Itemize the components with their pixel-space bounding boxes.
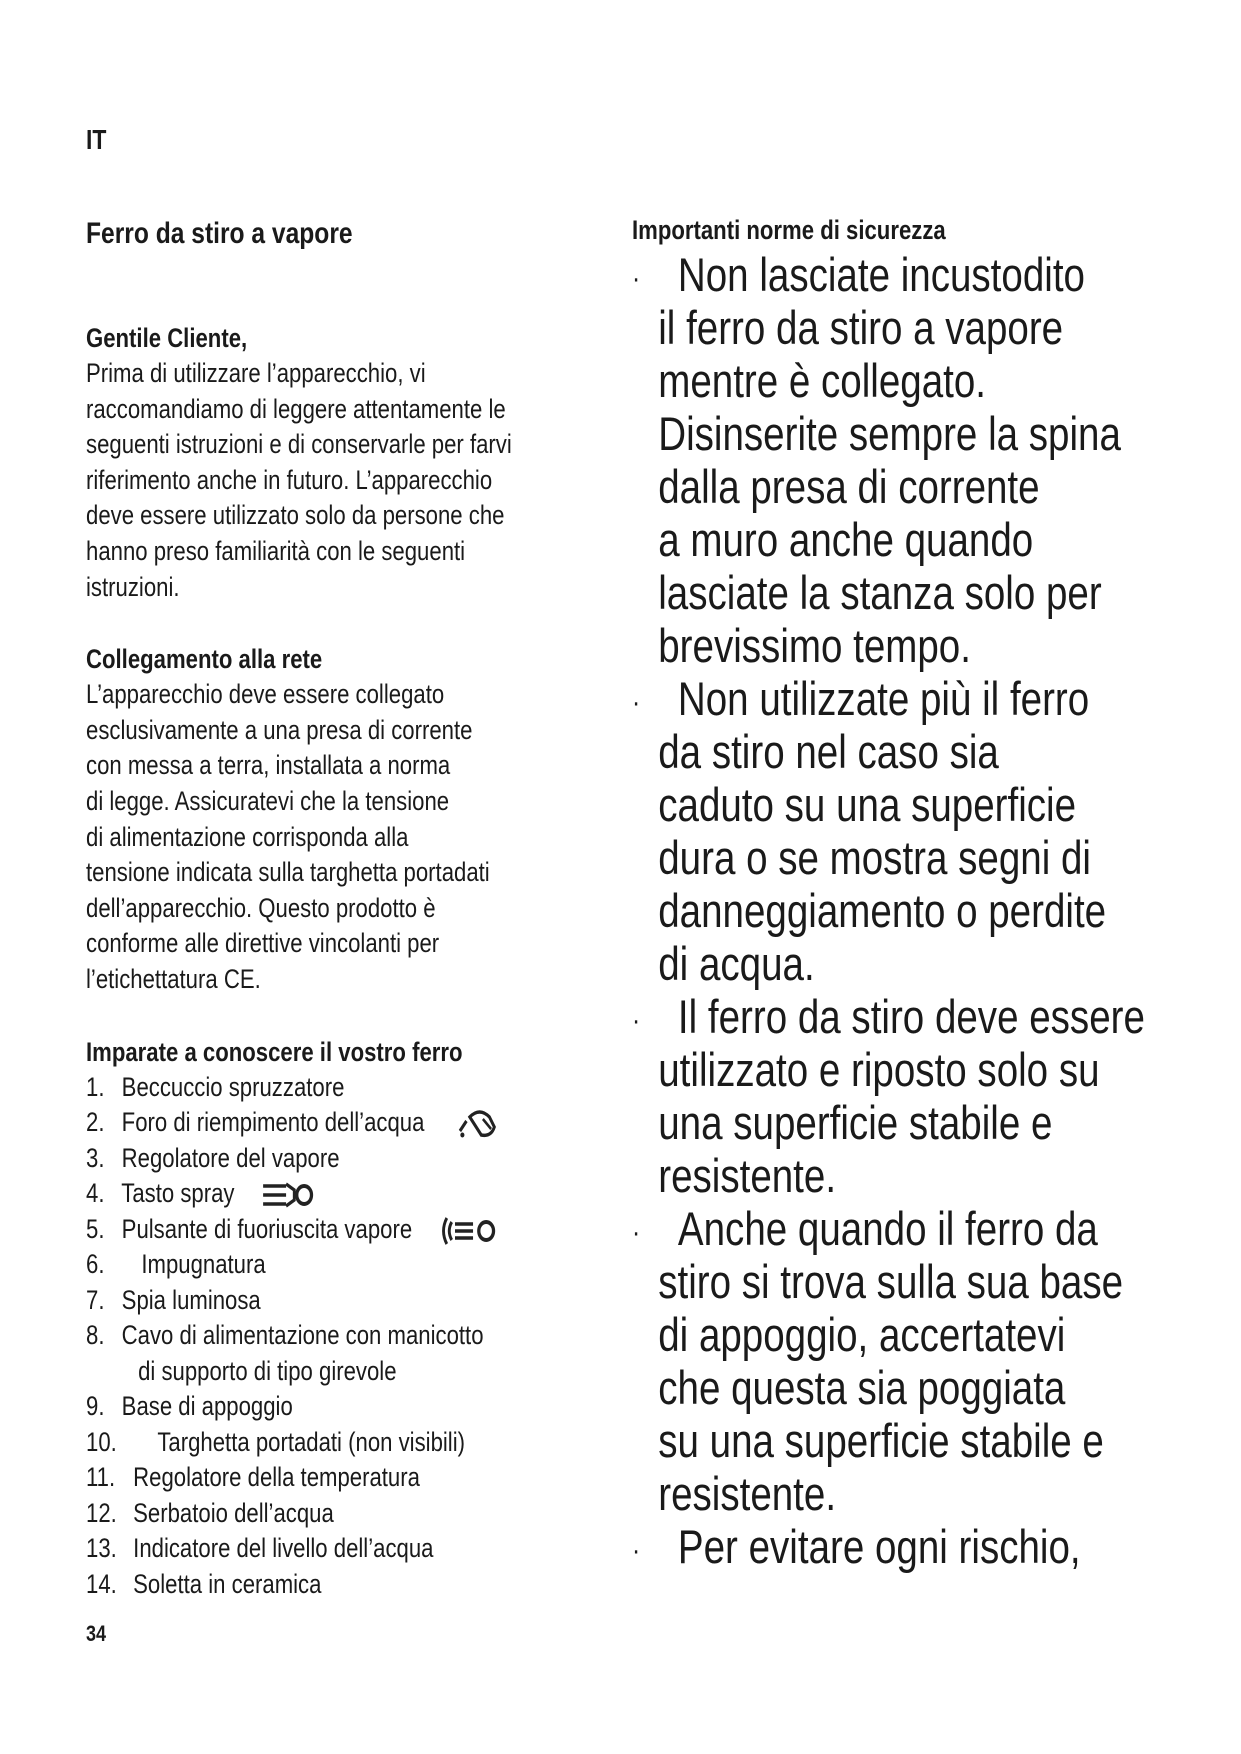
safety-line-bulleted: [632, 990, 1145, 1043]
item-number: 6.: [86, 1249, 105, 1279]
greeting-heading: Gentile Cliente,: [86, 323, 248, 353]
safety-list: [632, 248, 1145, 1573]
item-number: 8.: [86, 1320, 105, 1350]
item-label: Base di appoggio: [121, 1391, 293, 1421]
item-number: 2.: [86, 1107, 105, 1137]
page-number: 34: [86, 1621, 107, 1646]
item-label: Soletta in ceramica: [133, 1568, 322, 1599]
intro-line: raccomandiamo di leggere attentamente le: [86, 393, 506, 424]
safety-line: a muro anche quando: [658, 513, 1034, 566]
item-label: di supporto di tipo girevole: [138, 1355, 397, 1386]
safety-line: lasciate la stanza solo per: [658, 566, 1102, 619]
list-item: [86, 1105, 512, 1141]
list-item: [86, 1496, 512, 1532]
left-column: [86, 212, 606, 1602]
list-item-continuation: [86, 1354, 512, 1390]
safety-line-bulleted: [632, 248, 1091, 301]
item-number: 12.: [86, 1497, 117, 1528]
water-fill-icon: [455, 1107, 503, 1139]
bullet: ·: [632, 1216, 641, 1250]
item-number: 1.: [86, 1071, 105, 1102]
connection-line: di legge. Assicuratevi che la tensione: [86, 785, 450, 816]
safety-line: utilizzato e riposto solo su: [658, 1043, 1100, 1096]
connection-line: di alimentazione corrisponda alla: [86, 821, 409, 852]
item-label: Targhetta portadati (non visibili): [157, 1426, 466, 1457]
connection-line: tensione indicata sulla targhetta portadati: [86, 857, 490, 888]
bullet: ·: [632, 686, 641, 720]
safety-text: Non utilizzate più il ferro: [677, 672, 1090, 725]
connection-line: l’etichettatura CE.: [86, 963, 261, 994]
intro-paragraph: [86, 356, 512, 605]
connection-line: conforme alle direttive vincolanti per: [86, 928, 440, 959]
safety-line: mentre è collegato.: [658, 354, 987, 407]
connection-line: esclusivamente a una presa di corrente: [86, 714, 473, 745]
connection-line: L’apparecchio deve essere collegato: [86, 679, 445, 710]
list-item: [86, 1425, 512, 1461]
safety-line-bulleted: [632, 1520, 1091, 1573]
safety-line: il ferro da stiro a vapore: [658, 301, 1064, 354]
intro-line: Prima di utilizzare l’apparecchio, vi: [86, 358, 426, 388]
safety-line: stiro si trova sulla sua base: [658, 1255, 1124, 1308]
intro-line: seguenti istruzioni e di conservarle per farvi: [86, 429, 512, 460]
list-item: [86, 1141, 512, 1177]
safety-line-bulleted: [632, 672, 1091, 725]
list-item: [86, 1176, 512, 1212]
safety-line: di appoggio, accertatevi: [658, 1308, 1066, 1361]
list-item: [86, 1531, 512, 1567]
list-item: [86, 1212, 512, 1248]
spacer: [86, 605, 512, 641]
item-label: Tasto spray: [121, 1178, 235, 1208]
item-label: Impugnatura: [141, 1249, 266, 1279]
list-item: [86, 1567, 512, 1603]
parts-list: [86, 1070, 512, 1603]
safety-line: una superficie stabile e: [658, 1096, 1053, 1149]
item-label: Serbatoio dell’acqua: [133, 1497, 334, 1528]
safety-line: resistente.: [658, 1467, 837, 1520]
connection-paragraph: [86, 677, 512, 997]
connection-line: dell’apparecchio. Questo prodotto è: [86, 892, 436, 923]
safety-line: che questa sia poggiata: [658, 1361, 1066, 1414]
language-code: IT: [86, 124, 107, 155]
item-label: Regolatore della temperatura: [133, 1462, 420, 1492]
intro-line: deve essere utilizzato solo da persone che: [86, 500, 505, 531]
document-title: Ferro da stiro a vapore: [86, 217, 353, 250]
safety-line: brevissimo tempo.: [658, 619, 971, 672]
intro-line: istruzioni.: [86, 571, 180, 602]
item-number: 4.: [86, 1178, 105, 1208]
spray-icon: [261, 1180, 313, 1210]
item-number: 3.: [86, 1142, 105, 1173]
intro-line: riferimento anche in futuro. L’apparecchio: [86, 464, 493, 495]
list-item: [86, 1283, 512, 1319]
safety-line-bulleted: [632, 1202, 1098, 1255]
left-column-inner: [86, 212, 512, 1602]
connection-heading: Collegamento alla rete: [86, 644, 323, 675]
safety-line: di acqua.: [658, 937, 815, 990]
safety-line: dura o se mostra segni di: [658, 831, 1091, 884]
item-number: 9.: [86, 1391, 105, 1421]
item-label: Regolatore del vapore: [121, 1142, 340, 1173]
spacer: [86, 256, 512, 320]
item-label: Pulsante di fuoriuscita vapore: [121, 1213, 413, 1244]
safety-line: danneggiamento o perdite: [658, 884, 1107, 937]
list-item: [86, 1389, 512, 1425]
right-column: [632, 212, 1192, 1573]
safety-heading: Importanti norme di sicurezza: [632, 215, 946, 245]
safety-text: Anche quando il ferro da: [677, 1202, 1098, 1255]
safety-line: Disinserite sempre la spina: [658, 407, 1121, 460]
item-number: 14.: [86, 1568, 117, 1599]
item-number: 7.: [86, 1284, 105, 1315]
safety-text: Il ferro da stiro deve essere: [677, 990, 1145, 1043]
right-column-inner: [632, 212, 1145, 1573]
safety-text: Per evitare ogni rischio,: [677, 1520, 1081, 1573]
intro-line: hanno preso familiarità con le seguenti: [86, 535, 466, 566]
item-label: Foro di riempimento dell’acqua: [121, 1107, 425, 1137]
bullet: ·: [632, 1004, 641, 1038]
parts-heading: Imparate a conoscere il vostro ferro: [86, 1036, 463, 1067]
item-number: 5.: [86, 1213, 105, 1244]
safety-line: resistente.: [658, 1149, 837, 1202]
item-number: 11.: [86, 1462, 116, 1492]
steam-burst-icon: [440, 1214, 496, 1248]
safety-line: su una superficie stabile e: [658, 1414, 1104, 1467]
item-number: 13.: [86, 1533, 117, 1563]
safety-line: dalla presa di corrente: [658, 460, 1040, 513]
item-label: Cavo di alimentazione con manicotto: [121, 1320, 484, 1350]
safety-line: caduto su una superficie: [658, 778, 1077, 831]
list-item: [86, 1070, 512, 1106]
connection-line: con messa a terra, installata a norma: [86, 750, 451, 781]
list-item: [86, 1318, 512, 1354]
list-item: [86, 1247, 512, 1283]
bullet: ·: [632, 1534, 641, 1568]
bullet: ·: [632, 262, 641, 296]
spacer: [86, 998, 512, 1034]
list-item: [86, 1460, 512, 1496]
item-label: Spia luminosa: [121, 1284, 261, 1315]
item-label: Beccuccio spruzzatore: [121, 1071, 345, 1102]
item-label: Indicatore del livello dell’acqua: [133, 1533, 434, 1563]
safety-line: da stiro nel caso sia: [658, 725, 999, 778]
item-number: 10.: [86, 1426, 117, 1457]
safety-text: Non lasciate incustodito: [677, 248, 1085, 301]
